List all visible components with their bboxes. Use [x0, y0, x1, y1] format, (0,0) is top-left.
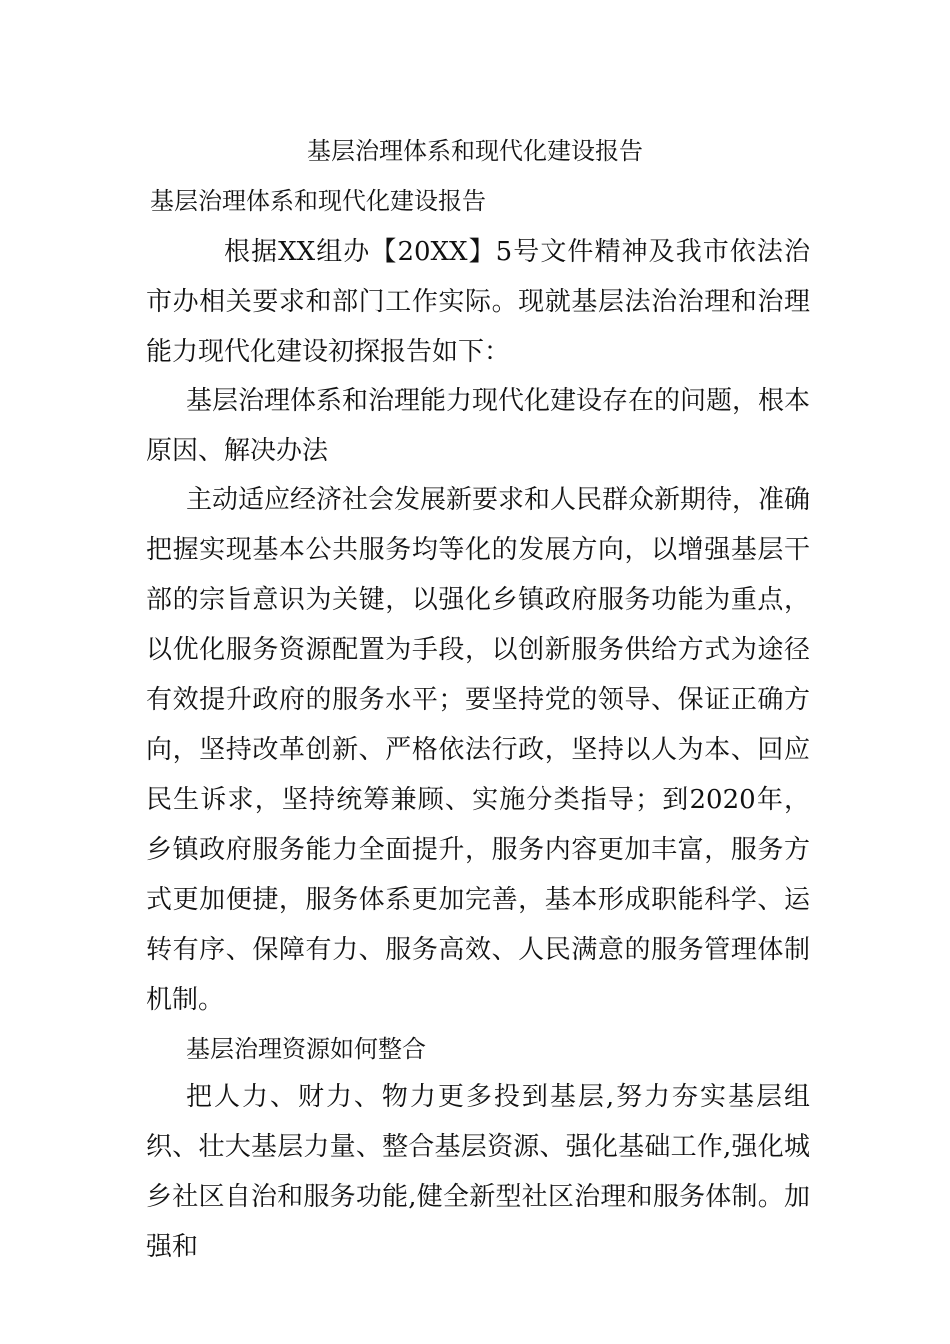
heading-problems: 基层治理体系和治理能力现代化建设存在的问题，根本原因、解决办法	[146, 386, 811, 466]
paragraph-resources: 把人力、财力、物力更多投到基层,努力夯实基层组织、壮大基层力量、整合基层资源、强化基础工作,强化城乡社区自治和服务功能,健全新型社区治理和服务体制。加强和	[146, 1082, 810, 1262]
document-subtitle: 基层治理体系和现代化建设报告	[150, 187, 486, 215]
paragraph-problems: 主动适应经济社会发展新要求和人民群众新期待，准确把握实现基本公共服务均等化的发展方向，以增强基层干部的宗旨意识为关键，以强化乡镇政府服务功能为重点，以优化服务资源配置为手段，以创新服务供给方式为途径有效提升政府的服务水平；要坚持党的领导、保证正确方向，坚持改革创新、严格依法行政，坚持以人为本、回应民生诉求，坚持统筹兼顾、实施分类指导；到2020年，乡镇政府服务能力全面提升，服务内容更加丰富，服务方式更加便捷，服务体系更加完善，基本形成职能科学、运转有序、保障有力、服务高效、人民满意的服务管理体制机制。	[146, 485, 811, 1015]
document-title: 基层治理体系和现代化建设报告	[307, 137, 643, 165]
paragraph-intro: 根据XX组办【20XX】5号文件精神及我市依法治市办相关要求和部门工作实际。现就基层法治治理和治理能力现代化建设初探报告如下：	[146, 237, 810, 367]
heading-resources: 基层治理资源如何整合	[186, 1035, 426, 1063]
